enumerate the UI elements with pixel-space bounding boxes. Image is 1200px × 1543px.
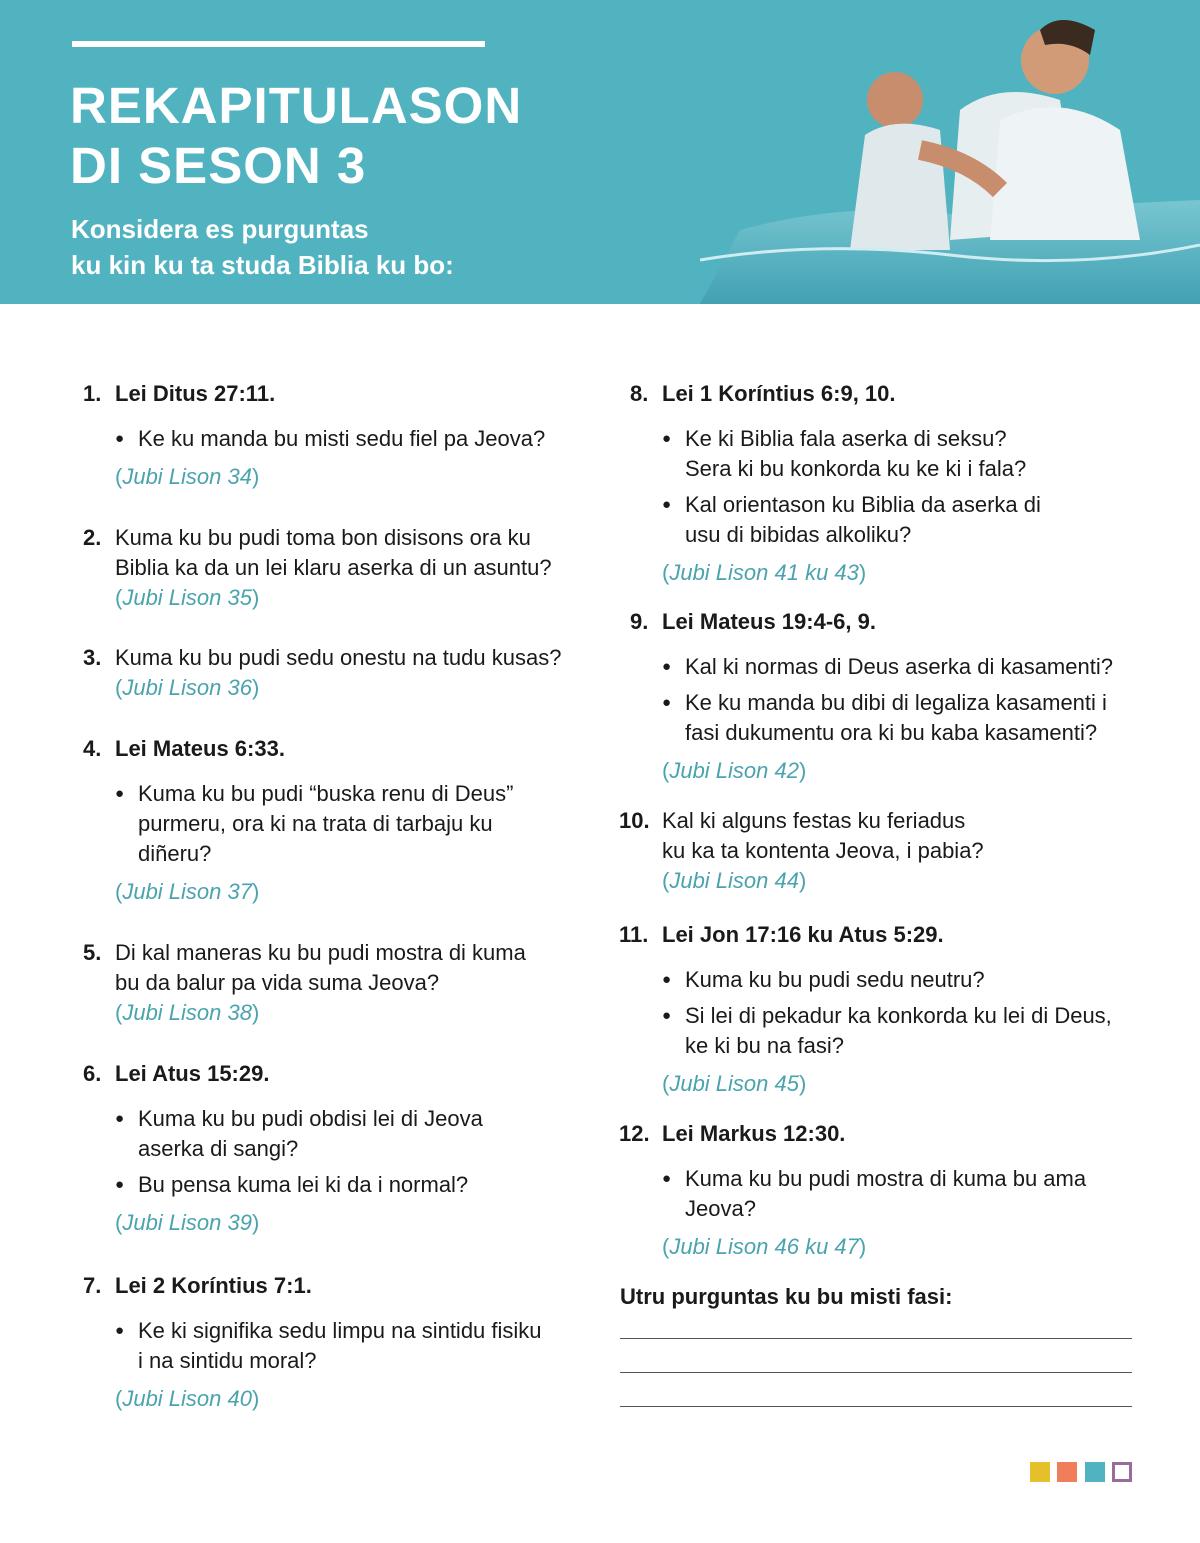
bullet-question: ● Kuma ku bu pudi mostra di kuma bu ama Jeova?	[662, 1164, 1179, 1224]
lesson-reference-link[interactable]: (Jubi Lison 36)	[115, 675, 260, 700]
question-number: 2.	[83, 525, 102, 550]
question-text: Kuma ku bu pudi toma bon disisons ora ku Biblia ka da un lei klaru aserka di un asuntu?	[115, 525, 552, 580]
lesson-reference-text: Jubi Lison 44	[669, 868, 799, 893]
bullet-question: ● Ke ki signifika sedu limpu na sintidu fisiku i na sintidu moral?	[115, 1316, 643, 1376]
question-item	[83, 938, 643, 1028]
scripture-heading: Lei Mateus 6:33.	[115, 736, 285, 761]
other-questions-label: Utru purguntas ku bu misti fasi:	[620, 1284, 953, 1309]
scripture-heading: Lei Mateus 19:4-6, 9.	[662, 609, 876, 634]
bullet-question: ● Ke ku manda bu dibi di legaliza kasamenti i fasi dukumentu ora ki bu kaba kasamenti?	[662, 688, 1190, 748]
question-item	[83, 1059, 643, 1238]
question-item	[619, 1119, 1179, 1262]
yellow-square-icon	[1030, 1462, 1050, 1482]
lesson-reference-text: Jubi Lison 46 ku 47	[669, 1234, 859, 1259]
scripture-heading: Lei Jon 17:16 ku Atus 5:29.	[662, 922, 944, 947]
answer-line[interactable]	[620, 1372, 1132, 1373]
question-number: 11.	[619, 922, 649, 947]
question-number: 3.	[83, 645, 102, 670]
header-rule	[72, 41, 485, 47]
lesson-reference-link[interactable]: (Jubi Lison 37)	[115, 879, 260, 904]
question-number: 4.	[83, 736, 102, 761]
page-title: REKAPITULASON DI SESON 3	[70, 77, 523, 194]
question-item	[619, 920, 1179, 1099]
question-text: Kal ki alguns festas ku feriadus ku ka ta kontenta Jeova, i pabia?	[662, 808, 984, 863]
header-banner	[0, 0, 1200, 304]
lesson-reference-link[interactable]: (Jubi Lison 44)	[662, 868, 807, 893]
bullet-question: ● Kal orientason ku Biblia da aserka di usu di bibidas alkoliku?	[662, 490, 1190, 550]
orange-square-icon	[1057, 1462, 1077, 1482]
lesson-reference-text: Jubi Lison 38	[122, 1000, 252, 1025]
bullet-question: ● Kal ki normas di Deus aserka di kasamenti?	[662, 652, 1190, 682]
question-number: 9.	[630, 609, 649, 634]
lesson-reference-text: Jubi Lison 39	[122, 1210, 252, 1235]
question-number: 8.	[630, 381, 649, 406]
answer-line[interactable]	[620, 1338, 1132, 1339]
lesson-reference-text: Jubi Lison 34	[122, 464, 252, 489]
bullet-question: ● Ke ki Biblia fala aserka di seksu? Sera ki bu konkorda ku ke ki i fala?	[662, 424, 1190, 484]
question-item	[630, 607, 1190, 786]
baptism-illustration	[700, 0, 1200, 304]
question-item	[83, 379, 643, 492]
lesson-reference-link[interactable]: (Jubi Lison 46 ku 47)	[662, 1234, 867, 1259]
lesson-reference-link[interactable]: (Jubi Lison 45)	[662, 1071, 807, 1096]
question-item	[83, 523, 643, 613]
bullet-question: ● Kuma ku bu pudi “buska renu di Deus” purmeru, ora ki na trata di tarbaju ku diñeru?	[115, 779, 643, 869]
question-item	[83, 734, 643, 907]
lesson-reference-text: Jubi Lison 36	[122, 675, 252, 700]
question-text: Di kal maneras ku bu pudi mostra di kuma bu da balur pa vida suma Jeova?	[115, 940, 526, 995]
question-number: 6.	[83, 1061, 102, 1086]
lesson-reference-link[interactable]: (Jubi Lison 38)	[115, 1000, 260, 1025]
lesson-reference-text: Jubi Lison 41 ku 43	[669, 560, 859, 585]
question-number: 1.	[83, 381, 102, 406]
question-item	[619, 806, 1179, 896]
scripture-heading: Lei Markus 12:30.	[662, 1121, 846, 1146]
scripture-heading: Lei 1 Koríntius 6:9, 10.	[662, 381, 896, 406]
question-item	[630, 379, 1190, 588]
lesson-reference-link[interactable]: (Jubi Lison 35)	[115, 585, 260, 610]
question-item	[83, 643, 643, 703]
scripture-heading: Lei Ditus 27:11.	[115, 381, 276, 406]
bullet-question: ● Kuma ku bu pudi sedu neutru?	[662, 965, 1179, 995]
question-number: 12.	[619, 1121, 650, 1146]
scripture-heading: Lei 2 Koríntius 7:1.	[115, 1273, 312, 1298]
lesson-reference-text: Jubi Lison 35	[122, 585, 252, 610]
lesson-reference-text: Jubi Lison 42	[669, 758, 799, 783]
answer-line[interactable]	[620, 1406, 1132, 1407]
lesson-reference-link[interactable]: (Jubi Lison 41 ku 43)	[662, 560, 867, 585]
bullet-question: ● Si lei di pekadur ka konkorda ku lei di Deus, ke ki bu na fasi?	[662, 1001, 1179, 1061]
lesson-reference-link[interactable]: (Jubi Lison 40)	[115, 1386, 260, 1411]
bullet-question: ● Kuma ku bu pudi obdisi lei di Jeova aserka di sangi?	[115, 1104, 643, 1164]
question-text: Kuma ku bu pudi sedu onestu na tudu kusas?	[115, 645, 562, 670]
lesson-reference-text: Jubi Lison 40	[122, 1386, 252, 1411]
teal-square-icon	[1085, 1462, 1105, 1482]
lesson-reference-link[interactable]: (Jubi Lison 34)	[115, 464, 260, 489]
question-item	[83, 1271, 643, 1414]
purple-outline-square-icon	[1112, 1462, 1132, 1482]
bullet-question: ● Ke ku manda bu misti sedu fiel pa Jeova?	[115, 424, 643, 454]
question-number: 10.	[619, 808, 650, 833]
bullet-question: ● Bu pensa kuma lei ki da i normal?	[115, 1170, 643, 1200]
lesson-reference-link[interactable]: (Jubi Lison 42)	[662, 758, 807, 783]
page-subtitle: Konsidera es purguntas ku kin ku ta studa Biblia ku bo:	[71, 214, 454, 280]
question-number: 7.	[83, 1273, 102, 1298]
scripture-heading: Lei Atus 15:29.	[115, 1061, 270, 1086]
lesson-reference-text: Jubi Lison 37	[122, 879, 252, 904]
question-number: 5.	[83, 940, 102, 965]
lesson-reference-link[interactable]: (Jubi Lison 39)	[115, 1210, 260, 1235]
lesson-reference-text: Jubi Lison 45	[669, 1071, 799, 1096]
